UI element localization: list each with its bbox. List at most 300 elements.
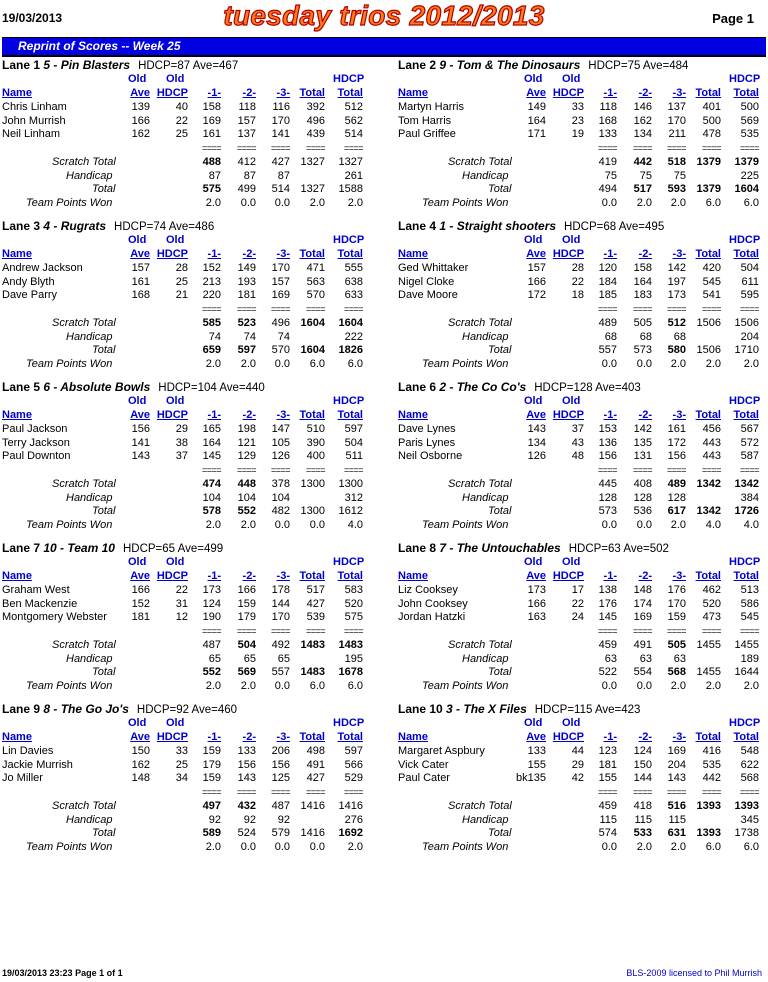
player-name: Montgomery Webster <box>2 611 107 624</box>
player-g2: 166 <box>237 584 256 596</box>
col-hdcp-label: HDCP <box>729 73 761 85</box>
team-points-won-label: Team Points Won <box>26 679 113 692</box>
col-hdcp-label: HDCP <box>333 395 365 407</box>
player-hdcp: 25 <box>175 275 188 288</box>
col-game3-header: -3- <box>276 731 290 743</box>
col-game2-header: -2- <box>638 409 652 421</box>
team-points-won-label: Team Points Won <box>26 518 113 531</box>
col-game1-header: -1- <box>207 248 221 260</box>
col-old-label: Old <box>128 73 147 85</box>
col-game2-header: -2- <box>638 87 652 99</box>
player-g2: 121 <box>237 436 256 449</box>
player-g2: 157 <box>237 114 256 127</box>
separator-line: ==== <box>343 142 363 153</box>
col-name-header: Name <box>2 570 32 582</box>
player-name: Jo Miller <box>2 772 43 785</box>
scratch-total-label: Scratch Total <box>448 317 512 329</box>
separator-line: ==== <box>270 625 290 636</box>
lane-number: Lane 1 <box>2 58 41 72</box>
player-g2: 133 <box>237 745 256 757</box>
player-g1: 185 <box>598 289 617 302</box>
player-name: Neil Linham <box>2 128 61 141</box>
player-htot: 520 <box>344 597 363 610</box>
team-points-won-g1: 0.0 <box>601 196 617 209</box>
scratch-total-htot: 1416 <box>338 800 363 812</box>
player-name: Paul Jackson <box>2 423 68 435</box>
col-name-header: Name <box>2 409 32 421</box>
team-name: 4 - Rugrats <box>43 219 107 233</box>
handicap-row-label: Handicap <box>66 491 113 504</box>
scratch-total-g3: 492 <box>271 639 290 651</box>
lane-number: Lane 2 <box>398 58 437 72</box>
player-hdcp: 48 <box>571 450 584 463</box>
handicap-row-htot: 222 <box>344 330 363 343</box>
scratch-total-g2: 448 <box>237 478 256 490</box>
scratch-total-g1: 445 <box>598 478 617 490</box>
scratch-total-label: Scratch Total <box>52 478 116 490</box>
player-ave: 149 <box>527 101 546 113</box>
lane-block <box>396 219 768 379</box>
team-points-won-htot: 4.0 <box>347 518 363 531</box>
scratch-total-g3: 427 <box>271 156 290 168</box>
player-ave: 166 <box>527 275 546 288</box>
col-ave-header: Ave <box>130 570 150 582</box>
col-hdcp-total-header: Total <box>337 87 363 99</box>
player-ave: 157 <box>527 262 546 274</box>
scratch-total-g1: 585 <box>202 317 221 329</box>
player-hdcp: 17 <box>571 584 584 596</box>
scratch-total-g3: 512 <box>667 317 686 329</box>
grand-total-g2: 524 <box>237 827 256 840</box>
separator-line: ==== <box>343 464 363 475</box>
player-htot: 500 <box>740 101 759 113</box>
team-points-won-g3: 0.0 <box>274 679 290 692</box>
team-points-won-label: Team Points Won <box>26 840 113 853</box>
grand-total-htot: 1678 <box>338 666 363 679</box>
col-name-header: Name <box>2 731 32 743</box>
player-name: Dave Lynes <box>398 423 456 435</box>
scratch-total-g2: 432 <box>237 800 256 812</box>
separator-line: ==== <box>597 464 617 475</box>
team-points-won-htot: 6.0 <box>347 679 363 692</box>
lane-heading <box>2 380 265 394</box>
col-game2-header: -2- <box>242 731 256 743</box>
separator-line: ==== <box>236 142 256 153</box>
handicap-row-g1: 92 <box>208 813 221 826</box>
handicap-row-label: Handicap <box>66 652 113 665</box>
separator-line: ==== <box>666 464 686 475</box>
separator-line: ==== <box>270 142 290 153</box>
player-g1: 169 <box>202 114 221 127</box>
handicap-row-g3: 92 <box>277 813 290 826</box>
team-points-won-label: Team Points Won <box>422 840 509 853</box>
player-g3: 169 <box>667 745 686 757</box>
team-points-won-tot: 0.0 <box>309 518 325 531</box>
player-ave: 156 <box>131 423 150 435</box>
handicap-row-htot: 276 <box>344 813 363 826</box>
player-tot: 517 <box>306 584 325 596</box>
player-tot: 570 <box>306 289 325 302</box>
player-g1: 168 <box>598 114 617 127</box>
col-total-header: Total <box>695 248 721 260</box>
team-points-won-htot: 2.0 <box>743 357 759 370</box>
team-points-won-g3: 2.0 <box>670 196 686 209</box>
col-ave-header: Ave <box>526 731 546 743</box>
team-name: 3 - The X Files <box>446 702 527 716</box>
handicap-row-g2: 65 <box>243 652 256 665</box>
player-g3: 170 <box>271 611 290 624</box>
player-htot: 595 <box>740 289 759 302</box>
col-old-label: Old <box>166 234 185 246</box>
separator-line: ==== <box>305 303 325 314</box>
player-g2: 148 <box>633 584 652 596</box>
handicap-row-g2: 74 <box>243 330 256 343</box>
grand-total-g3: 568 <box>667 666 686 679</box>
col-game2-header: -2- <box>638 731 652 743</box>
grand-total-label: Total <box>92 183 116 196</box>
player-htot: 555 <box>344 262 363 274</box>
col-old-label: Old <box>166 556 185 568</box>
team-points-won-tot: 0.0 <box>309 840 325 853</box>
separator-line: ==== <box>597 142 617 153</box>
separator-line: ==== <box>343 303 363 314</box>
separator-line: ==== <box>305 142 325 153</box>
lane-heading <box>2 702 237 716</box>
grand-total-label: Total <box>92 505 116 518</box>
scratch-total-tot: 1455 <box>696 639 721 651</box>
player-ave: 150 <box>131 745 150 757</box>
player-hdcp: 22 <box>175 584 188 596</box>
scratch-total-tot: 1483 <box>300 639 325 651</box>
player-ave: 162 <box>131 758 150 771</box>
page-number: Page 1 <box>712 11 754 26</box>
team-points-won-g2: 0.0 <box>240 196 256 209</box>
player-g1: 124 <box>202 597 221 610</box>
col-hdcp-header: HDCP <box>156 409 188 421</box>
player-tot: 478 <box>702 128 721 141</box>
player-tot: 401 <box>702 101 721 113</box>
team-handicap-average: HDCP=87 Ave=467 <box>138 60 239 72</box>
player-name: Lin Davies <box>2 745 54 757</box>
player-htot: 633 <box>344 289 363 302</box>
player-hdcp: 22 <box>571 275 584 288</box>
player-g2: 137 <box>237 128 256 141</box>
grand-total-g2: 573 <box>633 344 652 357</box>
player-hdcp: 12 <box>175 611 188 624</box>
team-points-won-g1: 0.0 <box>601 679 617 692</box>
col-total-header: Total <box>299 87 325 99</box>
player-ave: 126 <box>527 450 546 463</box>
player-g3: 176 <box>667 584 686 596</box>
col-hdcp-header: HDCP <box>552 87 584 99</box>
col-hdcp-total-header: Total <box>733 570 759 582</box>
scratch-total-g1: 459 <box>598 639 617 651</box>
col-old-label: Old <box>166 395 185 407</box>
separator-line: ==== <box>305 625 325 636</box>
handicap-row-g1: 65 <box>208 652 221 665</box>
col-name-header: Name <box>398 570 428 582</box>
team-points-won-htot: 6.0 <box>743 196 759 209</box>
col-game3-header: -3- <box>672 248 686 260</box>
col-hdcp-total-header: Total <box>337 409 363 421</box>
lane-number: Lane 8 <box>398 541 437 555</box>
separator-line: ==== <box>666 786 686 797</box>
player-name: Paul Cater <box>398 772 450 785</box>
team-points-won-g3: 0.0 <box>274 357 290 370</box>
col-name-header: Name <box>2 87 32 99</box>
team-points-won-label: Team Points Won <box>422 196 509 209</box>
col-old-label: Old <box>562 395 581 407</box>
grand-total-htot: 1692 <box>338 827 363 840</box>
col-ave-header: Ave <box>130 87 150 99</box>
scratch-total-label: Scratch Total <box>448 156 512 168</box>
handicap-row-htot: 204 <box>740 330 759 343</box>
col-old-label: Old <box>166 717 185 729</box>
col-ave-header: Ave <box>130 731 150 743</box>
col-hdcp-header: HDCP <box>552 409 584 421</box>
col-game3-header: -3- <box>276 248 290 260</box>
player-g1: 179 <box>202 758 221 771</box>
grand-total-htot: 1644 <box>734 666 759 679</box>
col-ave-header: Ave <box>526 409 546 421</box>
player-ave: 134 <box>527 436 546 449</box>
player-tot: 471 <box>306 262 325 274</box>
col-ave-header: Ave <box>130 248 150 260</box>
player-g3: 156 <box>667 450 686 463</box>
team-points-won-g2: 2.0 <box>636 840 652 853</box>
team-handicap-average: HDCP=68 Ave=495 <box>564 221 665 233</box>
handicap-row-htot: 384 <box>740 491 759 504</box>
player-tot: 520 <box>702 597 721 610</box>
separator-line: ==== <box>632 625 652 636</box>
scratch-total-label: Scratch Total <box>448 800 512 812</box>
player-tot: 392 <box>306 101 325 113</box>
player-htot: 622 <box>740 758 759 771</box>
player-name: Andrew Jackson <box>2 262 83 274</box>
player-ave: 133 <box>527 745 546 757</box>
player-g1: 118 <box>599 101 617 113</box>
team-points-won-g2: 2.0 <box>240 357 256 370</box>
col-game3-header: -3- <box>276 570 290 582</box>
lane-number: Lane 3 <box>2 219 41 233</box>
team-points-won-tot: 6.0 <box>309 679 325 692</box>
team-points-won-htot: 6.0 <box>347 357 363 370</box>
scratch-total-label: Scratch Total <box>52 156 116 168</box>
grand-total-g1: 589 <box>202 827 221 840</box>
player-g1: 120 <box>598 262 617 274</box>
player-name: Margaret Aspbury <box>398 745 485 757</box>
player-name: Ged Whittaker <box>398 262 469 274</box>
col-hdcp-header: HDCP <box>156 248 188 260</box>
grand-total-g2: 533 <box>633 827 652 840</box>
player-g3: 170 <box>667 114 686 127</box>
separator-line: ==== <box>201 625 221 636</box>
lane-number: Lane 5 <box>2 380 41 394</box>
scratch-total-g1: 474 <box>202 478 221 490</box>
col-hdcp-label: HDCP <box>333 556 365 568</box>
lane-heading <box>398 380 641 394</box>
handicap-row-g1: 63 <box>604 652 617 665</box>
handicap-row-g1: 104 <box>202 491 221 504</box>
scratch-total-g3: 496 <box>271 317 290 329</box>
col-game2-header: -2- <box>242 570 256 582</box>
scratch-total-g2: 523 <box>237 317 256 329</box>
grand-total-label: Total <box>92 344 116 357</box>
player-hdcp: 42 <box>571 772 584 785</box>
player-htot: 511 <box>345 450 363 463</box>
player-tot: 510 <box>306 423 325 435</box>
team-points-won-htot: 2.0 <box>743 679 759 692</box>
team-points-won-g1: 2.0 <box>205 679 221 692</box>
player-hdcp: 22 <box>571 597 584 610</box>
player-g3: 105 <box>271 436 290 449</box>
player-htot: 562 <box>344 114 363 127</box>
handicap-row-label: Handicap <box>462 491 509 504</box>
grand-total-g1: 557 <box>598 344 617 357</box>
player-htot: 545 <box>740 611 759 624</box>
separator-line: ==== <box>701 625 721 636</box>
col-hdcp-label: HDCP <box>333 73 365 85</box>
player-tot: 443 <box>702 450 721 463</box>
col-hdcp-total-header: Total <box>337 248 363 260</box>
col-old-label: Old <box>524 73 543 85</box>
handicap-row-g3: 74 <box>277 330 290 343</box>
grand-total-tot: 1416 <box>300 827 325 840</box>
team-points-won-g2: 0.0 <box>240 840 256 853</box>
col-hdcp-header: HDCP <box>552 731 584 743</box>
scratch-total-g2: 412 <box>237 156 256 168</box>
player-tot: 473 <box>702 611 721 624</box>
team-points-won-g2: 2.0 <box>240 518 256 531</box>
team-points-won-htot: 2.0 <box>347 196 363 209</box>
handicap-row-g2: 68 <box>639 330 652 343</box>
player-ave: 139 <box>131 101 150 113</box>
player-hdcp: 29 <box>571 758 584 771</box>
scratch-total-g1: 489 <box>598 317 617 329</box>
separator-line: ==== <box>597 786 617 797</box>
grand-total-g1: 494 <box>598 183 617 196</box>
player-htot: 572 <box>740 436 759 449</box>
separator-line: ==== <box>201 464 221 475</box>
col-old-label: Old <box>128 234 147 246</box>
player-tot: 541 <box>702 289 721 302</box>
player-g2: 142 <box>633 423 652 435</box>
player-hdcp: 21 <box>175 289 188 302</box>
team-points-won-tot: 6.0 <box>705 840 721 853</box>
team-points-won-tot: 6.0 <box>705 196 721 209</box>
player-tot: 456 <box>702 423 721 435</box>
banner-text: Reprint of Scores -- Week 25 <box>18 39 181 53</box>
separator-line: ==== <box>270 303 290 314</box>
col-hdcp-total-header: Total <box>733 731 759 743</box>
col-game1-header: -1- <box>207 731 221 743</box>
player-ave: 173 <box>527 584 546 596</box>
player-g1: 159 <box>202 772 221 785</box>
player-g2: 146 <box>633 101 652 113</box>
player-g1: 152 <box>202 262 221 274</box>
team-handicap-average: HDCP=63 Ave=502 <box>568 543 669 555</box>
player-htot: 611 <box>741 275 759 288</box>
col-game3-header: -3- <box>672 731 686 743</box>
scratch-total-tot: 1604 <box>300 317 325 329</box>
separator-line: ==== <box>632 142 652 153</box>
player-name: John Murrish <box>2 114 66 127</box>
player-g2: 198 <box>237 423 256 435</box>
lane-heading <box>398 219 664 233</box>
player-name: Chris Linham <box>2 101 67 113</box>
handicap-row-htot: 345 <box>740 813 759 826</box>
grand-total-label: Total <box>488 505 512 518</box>
grand-total-g3: 617 <box>667 505 686 518</box>
player-name: Dave Parry <box>2 289 58 302</box>
separator-line: ==== <box>632 786 652 797</box>
player-ave: 164 <box>527 114 546 127</box>
scratch-total-label: Scratch Total <box>52 317 116 329</box>
handicap-row-g1: 68 <box>604 330 617 343</box>
separator-line: ==== <box>236 786 256 797</box>
player-g2: 144 <box>633 772 652 785</box>
col-hdcp-header: HDCP <box>156 731 188 743</box>
player-g2: 179 <box>237 611 256 624</box>
player-hdcp: 34 <box>175 772 188 785</box>
player-ave: 166 <box>131 584 150 596</box>
separator-line: ==== <box>632 303 652 314</box>
col-game1-header: -1- <box>207 409 221 421</box>
grand-total-label: Total <box>488 344 512 357</box>
player-g3: 170 <box>667 597 686 610</box>
player-tot: 442 <box>702 772 721 785</box>
player-tot: 416 <box>702 745 721 757</box>
col-game2-header: -2- <box>242 87 256 99</box>
handicap-row-g1: 75 <box>604 169 617 182</box>
separator-line: ==== <box>701 786 721 797</box>
team-name: 6 - Absolute Bowls <box>43 380 151 394</box>
scratch-total-g1: 459 <box>598 800 617 812</box>
player-g2: 156 <box>237 758 256 771</box>
report-date: 19/03/2013 <box>2 11 63 25</box>
handicap-row-g1: 128 <box>598 491 617 504</box>
col-ave-header: Ave <box>526 248 546 260</box>
player-hdcp: 25 <box>175 128 188 141</box>
lane-block <box>0 380 380 540</box>
player-g1: 161 <box>202 128 221 141</box>
player-name: Jackie Murrish <box>2 758 73 771</box>
player-htot: 568 <box>740 772 759 785</box>
handicap-row-g2: 128 <box>633 491 652 504</box>
player-hdcp: 23 <box>571 114 584 127</box>
grand-total-label: Total <box>488 183 512 196</box>
team-points-won-label: Team Points Won <box>422 518 509 531</box>
handicap-row-htot: 189 <box>740 652 759 665</box>
player-hdcp: 28 <box>571 262 584 274</box>
col-ave-header: Ave <box>526 87 546 99</box>
player-ave: 172 <box>527 289 546 302</box>
player-g2: 174 <box>633 597 652 610</box>
player-htot: 567 <box>740 423 759 435</box>
footer-license: BLS-2009 licensed to Phil Murrish <box>626 968 762 978</box>
col-old-label: Old <box>128 717 147 729</box>
player-ave: 155 <box>527 758 546 771</box>
col-hdcp-header: HDCP <box>156 87 188 99</box>
team-handicap-average: HDCP=128 Ave=403 <box>534 382 641 394</box>
grand-total-label: Total <box>488 666 512 679</box>
player-g3: 116 <box>272 101 290 113</box>
team-name: 5 - Pin Blasters <box>43 58 131 72</box>
team-points-won-g1: 2.0 <box>205 840 221 853</box>
player-hdcp: 33 <box>571 101 584 113</box>
player-hdcp: 37 <box>571 423 584 435</box>
lane-block <box>0 58 380 218</box>
